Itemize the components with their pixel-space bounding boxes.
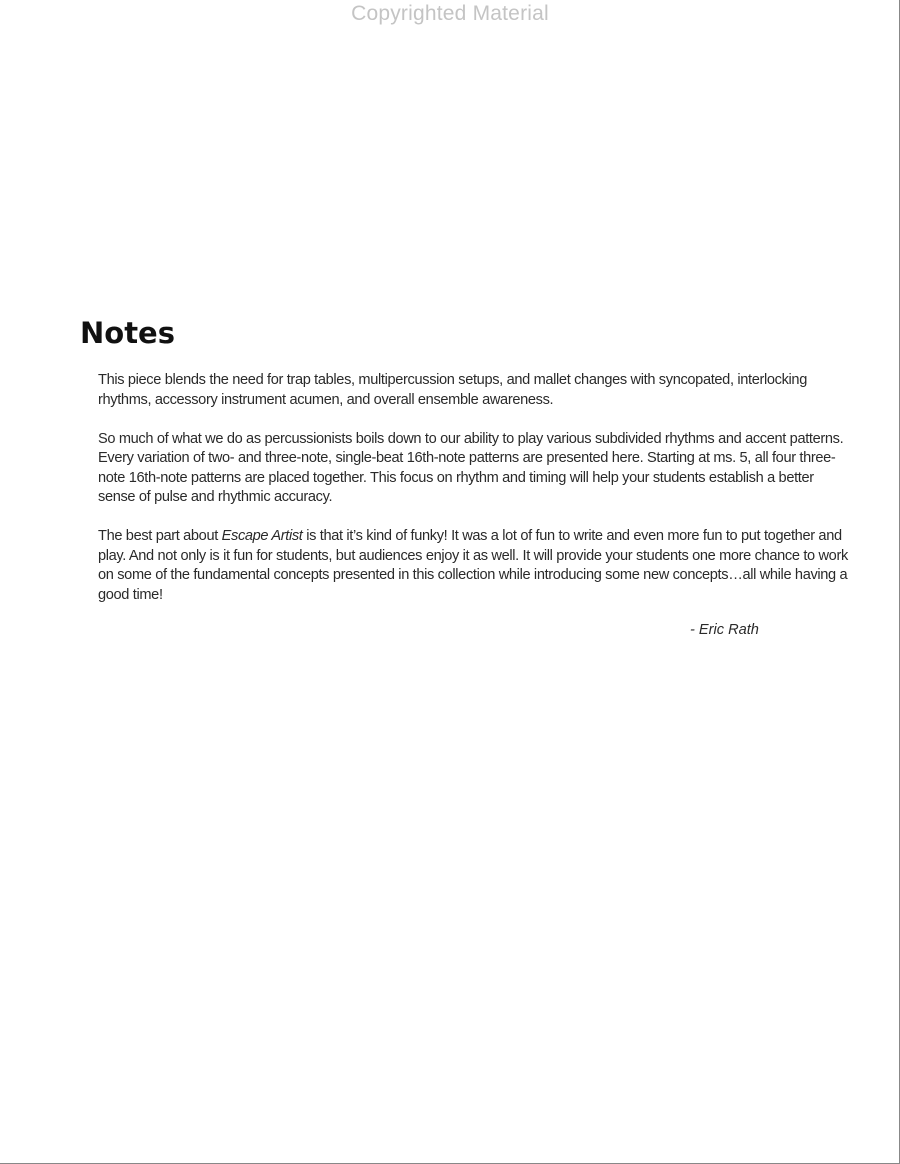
notes-body [98, 371, 848, 625]
paragraph-3-text-start: The best part about [98, 528, 222, 544]
paragraph-1: This piece blends the need for trap tables, multipercussion setups, and mallet changes with syncopated, interlocking rhythms, accessory instrument acumen, and overall ensemble awareness. [98, 372, 807, 408]
piece-title-italic: Escape Artist [221, 528, 303, 544]
copyright-watermark: Copyrighted Material [351, 2, 549, 25]
paragraph-3 [98, 527, 848, 605]
author-signature: - Eric Rath [690, 622, 759, 638]
paragraph-3-text-end: is that it’s kind of funky! It was a lot of fun to write and even more fun to put together and play. And not only is it fun for students, but audiences enjoy it as well. It will provide your students one more chance to work on some of the fundamental concepts presented in this collection while introducing some new concepts…all while having a good time! [98, 528, 848, 603]
paragraph-2: So much of what we do as percussionists boils down to our ability to play various subdivided rhythms and accent patterns. Every variation of two- and three-note, single-beat 16th-note patterns are presented here. Starting at ms. 5, all four three-note 16th-note patterns are placed together. This focus on rhythm and timing will help your students establish a better sense of pulse and rhythmic accuracy. [98, 430, 844, 505]
page-title: Notes [80, 316, 175, 350]
